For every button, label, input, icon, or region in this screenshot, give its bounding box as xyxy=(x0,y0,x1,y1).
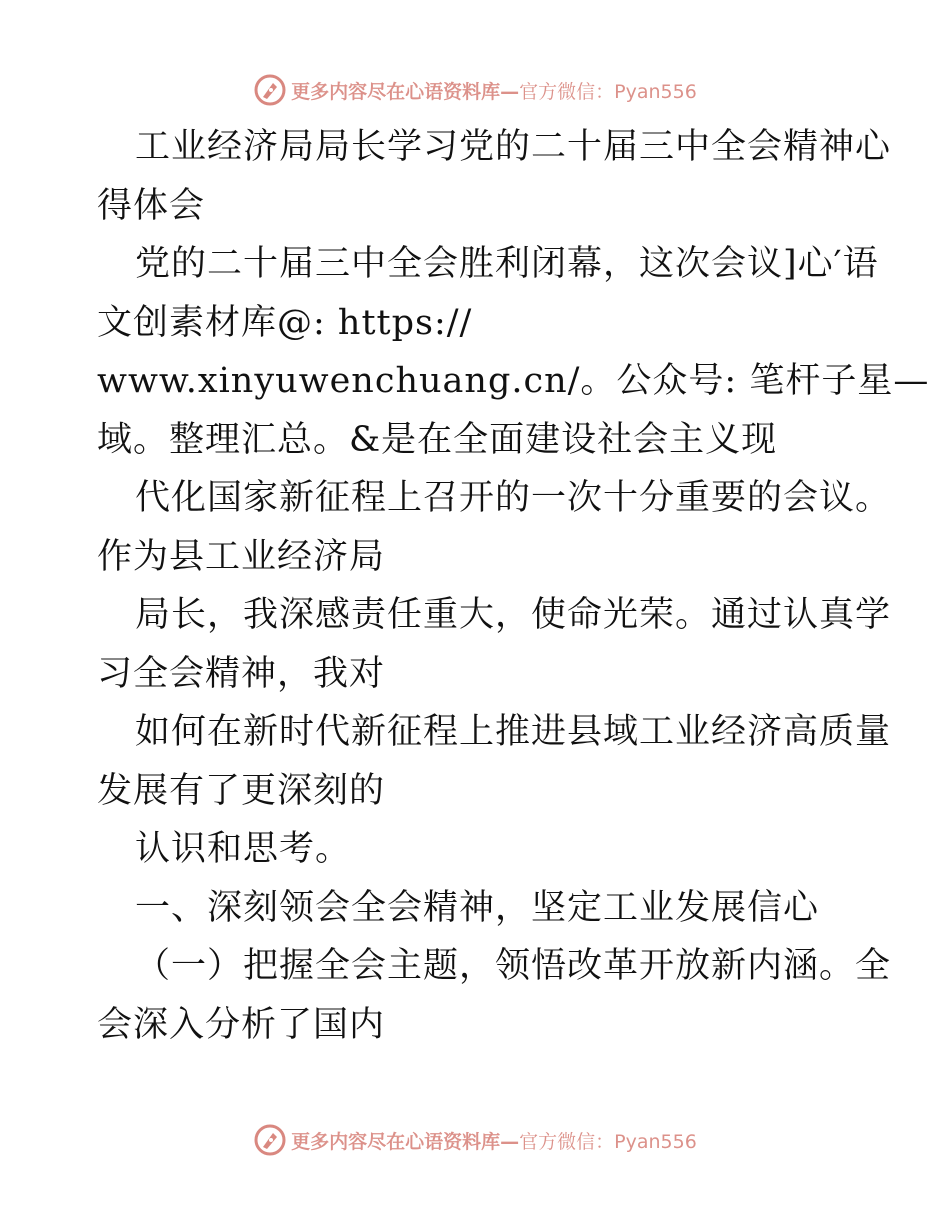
watermark-brand: 更多内容尽在心语资料库 xyxy=(291,1130,501,1153)
header-watermark xyxy=(0,70,950,110)
footer-watermark xyxy=(0,1120,950,1160)
paragraph-line: 如何在新时代新征程上推进县域工业经济高质量 xyxy=(135,712,892,752)
watermark-separator: — xyxy=(500,1130,520,1153)
paragraph-line: www.xinyuwenchuang.cn/。公众号: 笔杆子星— xyxy=(97,361,930,401)
pen-nib-logo-icon xyxy=(253,73,287,107)
watermark-text xyxy=(291,1127,697,1154)
paragraph-line: 域。整理汇总。&是在全面建设社会主义现 xyxy=(97,419,778,460)
subsection-heading: （一）把握全会主题，领悟改革开放新内涵。全 xyxy=(135,946,892,986)
paragraph-line: 发展有了更深刻的 xyxy=(97,770,386,811)
paragraph-line: 习全会精神，我对 xyxy=(97,653,386,694)
watermark-text xyxy=(291,77,697,104)
watermark-wechat: 官方微信：Pyan556 xyxy=(519,80,697,103)
paragraph-line: 作为县工业经济局 xyxy=(97,536,386,577)
title-line-1: 工业经济局局长学习党的二十届三中全会精神心 xyxy=(135,127,892,167)
paragraph-line: 党的二十届三中全会胜利闭幕，这次会议]心′语 xyxy=(135,244,879,284)
pen-nib-logo-icon xyxy=(253,1123,287,1157)
watermark-separator: — xyxy=(500,80,520,103)
watermark-brand: 更多内容尽在心语资料库 xyxy=(291,80,501,103)
title-line-2: 得体会 xyxy=(97,185,206,226)
paragraph-line: 代化国家新征程上召开的一次十分重要的会议。 xyxy=(135,478,892,518)
paragraph-line: 认识和思考。 xyxy=(135,829,352,869)
paragraph-line: 会深入分析了国内 xyxy=(97,1004,386,1045)
paragraph-line: 局长，我深感责任重大，使命光荣。通过认真学 xyxy=(135,595,892,635)
watermark-wechat: 官方微信：Pyan556 xyxy=(519,1130,697,1153)
section-heading: 一、深刻领会全会精神，坚定工业发展信心 xyxy=(135,887,820,928)
paragraph-line: 文创素材库@: https:// xyxy=(97,302,473,343)
document-body xyxy=(97,118,930,1054)
